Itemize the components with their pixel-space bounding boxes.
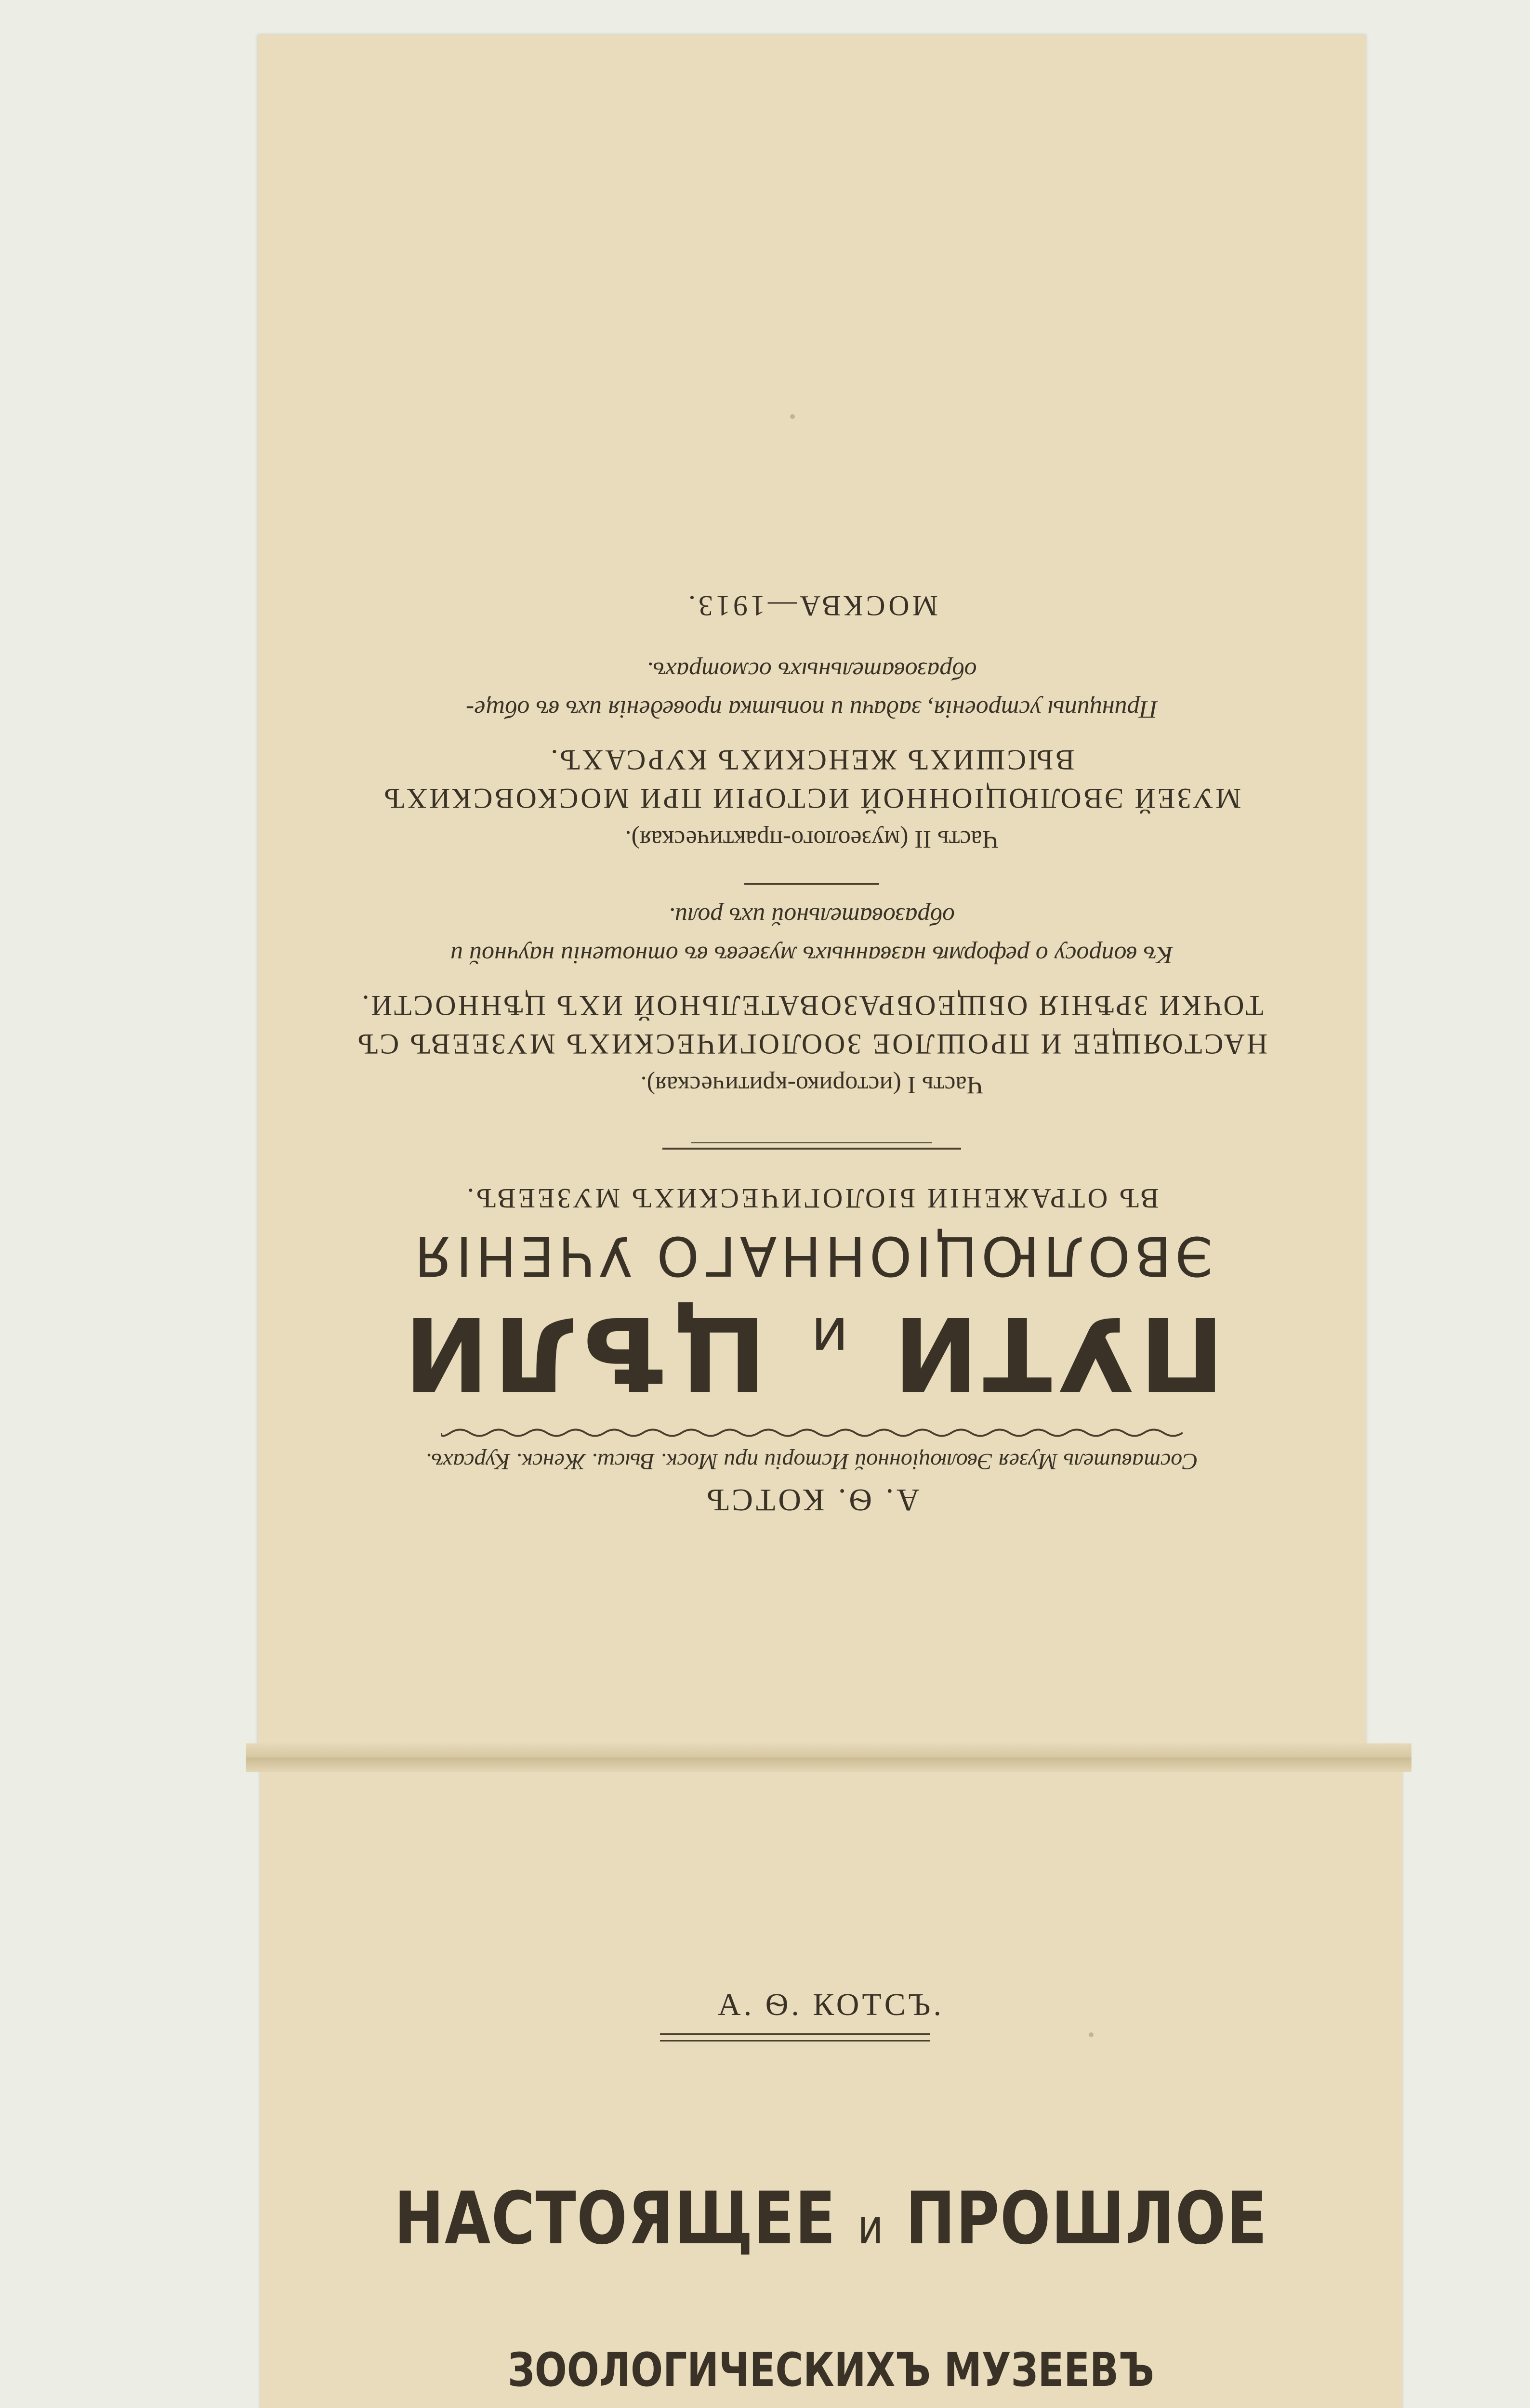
lower-subtitle-1: ЗООЛОГИЧЕСКИХЪ МУЗЕЕВЪ: [507, 2343, 1155, 2397]
part1-heading: Часть I (историко-критическая).: [640, 1071, 983, 1099]
upper-title-word2: ЦѢЛИ: [399, 1294, 766, 1412]
upper-title-word1: ПУТИ: [888, 1294, 1225, 1412]
upper-author: А. Ѳ. КОТСЪ: [704, 1482, 920, 1518]
upper-city-year: МОСКВА—1913.: [685, 590, 938, 622]
lower-sheet: [260, 1768, 1402, 2408]
lower-author: А. Ѳ. КОТСЪ.: [718, 1987, 944, 2022]
part1-line-3: Къ вопросу о реформѣ названныхъ музеевъ въ отношеніи научной и: [450, 941, 1173, 968]
lower-title: [363, 2177, 1299, 2261]
part2-line-3: Принципы устроенія, задачи и попытка проведенія ихъ въ обще-: [465, 695, 1158, 723]
part1-line-1: НАСТОЯЩЕЕ И ПРОШЛОЕ ЗООЛОГИЧЕСКИХЪ МУЗЕЕВЪ СЪ: [356, 1028, 1268, 1060]
divider-rule: [662, 1148, 961, 1150]
divider-rule-thin: [691, 1142, 932, 1143]
upper-subtitle: ЭВОЛЮЦІОННАГО УЧЕНІЯ: [410, 1224, 1213, 1287]
paper-speck: [1089, 2032, 1094, 2037]
part2-heading: Часть II (музеолого-практическая).: [625, 825, 999, 853]
upper-title-conj: и: [806, 1304, 849, 1371]
upper-author-note: Составитель Музея Эволюціонной Исторіи при Моск. Высш. Женск. Курсахъ.: [425, 1449, 1198, 1474]
part2-line-4: образовательныхъ осмотрахъ.: [646, 657, 977, 684]
short-divider: [744, 883, 879, 885]
part2-line-2: ВЫСШИХЪ ЖЕНСКИХЪ КУРСАХЪ.: [549, 744, 1075, 776]
part1-line-4: образовательной ихъ роли.: [669, 903, 955, 930]
wavy-rule: [441, 1426, 1183, 1440]
upper-title: [258, 1294, 1366, 1412]
upper-panel-inverted: [258, 35, 1366, 1768]
part1-line-2: ТОЧКИ ЗРѢНІЯ ОБЩЕОБРАЗОВАТЕЛЬНОЙ ИХЪ ЦѢННОСТИ.: [360, 990, 1264, 1021]
lower-title-word1: НАСТОЯЩЕЕ: [394, 2177, 836, 2261]
lower-title-word2: ПРОШЛОЕ: [905, 2177, 1268, 2261]
lower-title-conj: и: [857, 2199, 884, 2255]
author-underline: [660, 2033, 930, 2035]
part2-line-1: МУЗЕЙ ЭВОЛЮЦІОННОЙ ИСТОРІИ ПРИ МОСКОВСКИХЪ: [382, 783, 1241, 814]
upper-subtitle-2: ВЪ ОТРАЖЕНІИ БІОЛОГИЧЕСКИХЪ МУЗЕЕВЪ.: [464, 1183, 1159, 1214]
paper-speck: [790, 414, 795, 419]
author-underline-2: [660, 2040, 930, 2042]
